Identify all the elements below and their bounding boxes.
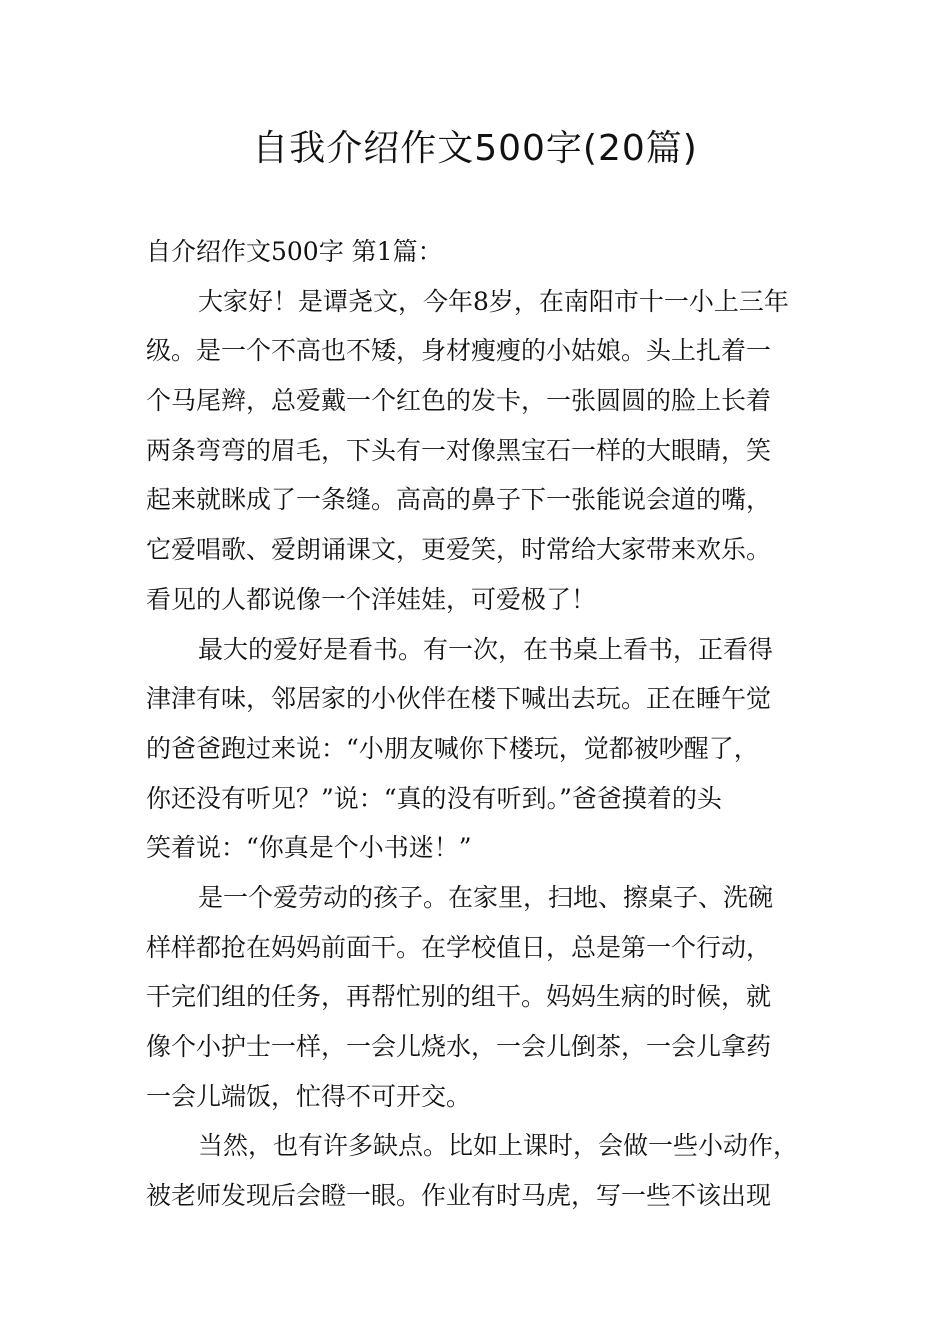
text-line: 它爱唱歌、爱朗诵课文，更爱笑，时常给大家带来欢乐。 bbox=[146, 535, 772, 565]
text-line: 一会儿端饭，忙得不可开交。 bbox=[146, 1081, 472, 1111]
text-line: 看见的人都说像一个洋娃娃，可爱极了！ bbox=[146, 584, 597, 614]
text-line: 是一个爱劳动的孩子。在家里，扫地、擦桌子、洗碗 bbox=[198, 882, 774, 912]
text-line: 像个小护士一样，一会儿烧水，一会儿倒茶，一会儿拿药 bbox=[146, 1032, 772, 1061]
text-line: 两条弯弯的眉毛，下头有一对像黑宝石一样的大眼睛，笑 bbox=[146, 435, 772, 465]
text-line: 的爸爸跑过来说：“小朋友喊你下楼玩，觉都被吵醒了， bbox=[146, 733, 759, 763]
document-body bbox=[146, 227, 826, 1221]
text-line: 你还没有听见？”说：“真的没有听到。”爸爸摸着的头 bbox=[146, 783, 722, 813]
document-title: 自我介绍作文500字(20篇) bbox=[252, 128, 698, 169]
text-line: 津津有味，邻居家的小伙伴在楼下喊出去玩。正在睡午觉 bbox=[146, 684, 772, 714]
text-line: 级。是一个不高也不矮，身材瘦瘦的小姑娘。头上扎着一 bbox=[146, 336, 772, 366]
text-line: 样样都抢在妈妈前面干。在学校值日，总是第一个行动， bbox=[146, 932, 772, 962]
text-line: 个马尾辫，总爱戴一个红色的发卡，一张圆圆的脸上长着 bbox=[146, 386, 772, 416]
text-line: 当然，也有许多缺点。比如上课时，会做一些小动作， bbox=[198, 1131, 799, 1161]
text-line: 最大的爱好是看书。有一次，在书桌上看书，正看得 bbox=[198, 634, 774, 664]
text-line: 笑着说：“你真是个小书迷！” bbox=[146, 833, 472, 863]
text-line: 自介绍作文500字 第1篇： bbox=[146, 237, 443, 266]
text-line: 大家好！是谭尧文，今年8岁，在南阳市十一小上三年 bbox=[198, 286, 789, 316]
text-line: 起来就眯成了一条缝。高高的鼻子下一张能说会道的嘴， bbox=[146, 485, 772, 515]
text-line: 被老师发现后会瞪一眼。作业有时马虎，写一些不该出现 bbox=[146, 1181, 772, 1211]
text-line: 干完们组的任务，再帮忙别的组干。妈妈生病的时候，就 bbox=[146, 982, 772, 1012]
